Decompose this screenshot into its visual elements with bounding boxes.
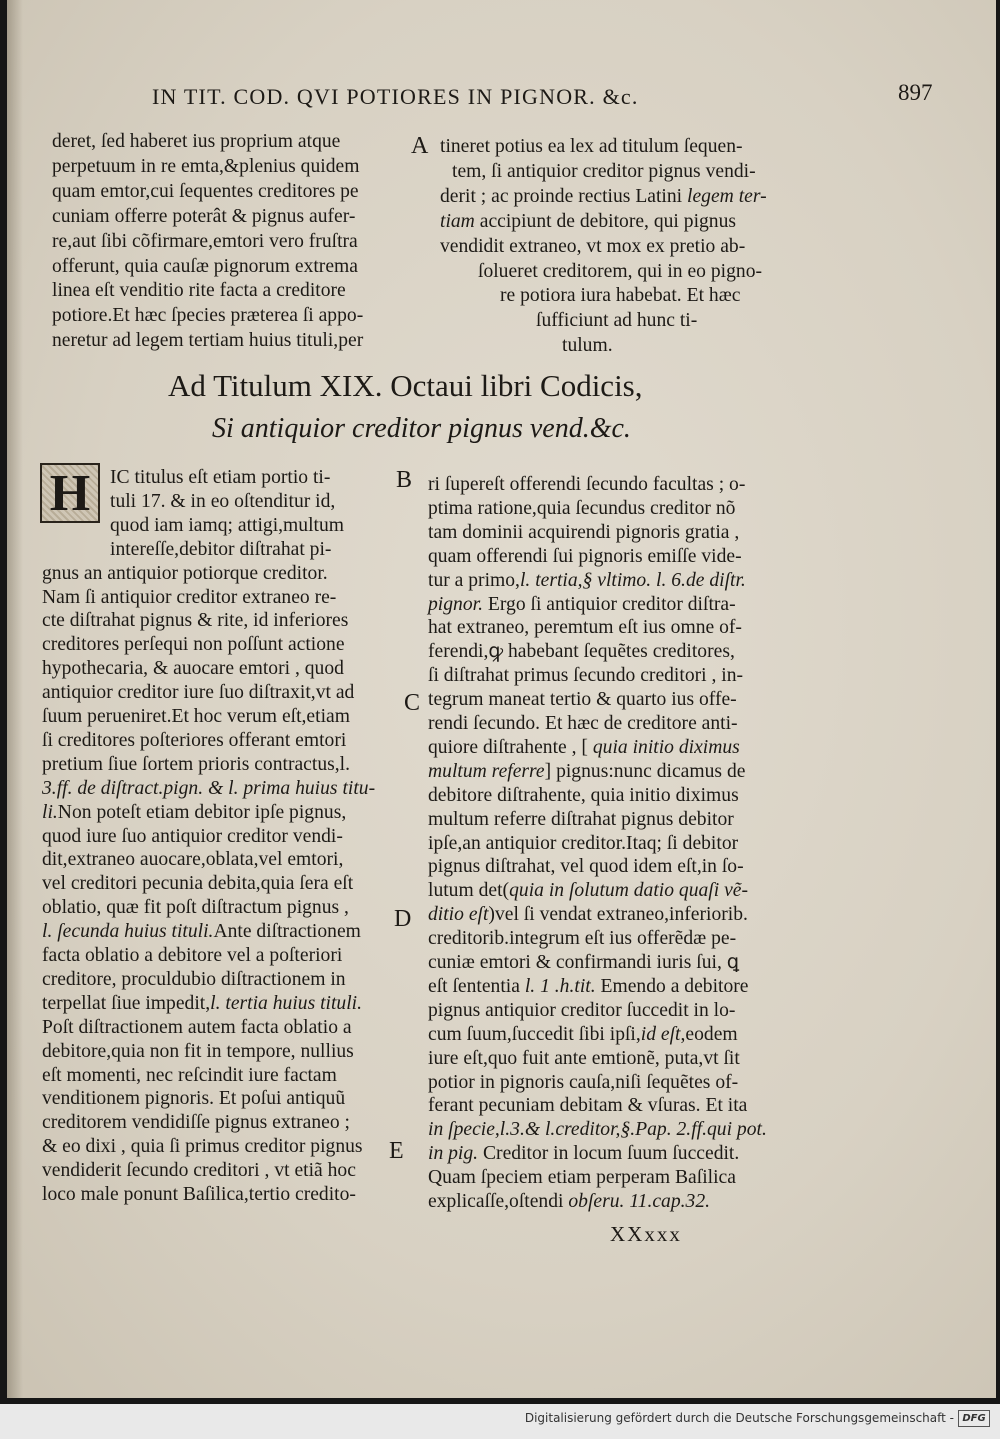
text-line: iure eſt,quo fuit ante emtionẽ, puta,vt ſit xyxy=(428,1047,740,1069)
text-line: perpetuum in re emta,&plenius quidem xyxy=(52,155,360,177)
text-line: derit ; ac proinde rectius Latini legem ter- xyxy=(440,185,767,207)
text-line: ſufficiunt ad hunc ti- xyxy=(536,310,698,332)
text-line: tiam accipiunt de debitore, qui pignus xyxy=(440,210,737,232)
text-line: ſi creditores poſteriores offerant emtori xyxy=(42,729,347,751)
text-line: cum ſuum,ſuccedit ſibi ipſi,id eſt,eodem xyxy=(428,1023,738,1045)
signature-mark: XXxxx xyxy=(610,1222,682,1246)
text-line: creditore, proculdubio diſtractionem in xyxy=(42,968,346,990)
text-line: multum referre] pignus:nunc dicamus de xyxy=(428,760,746,782)
text-line: hat extraneo, peremtum eſt ius omne of- xyxy=(428,617,742,639)
text-line: ferant pecuniam debitam & vſuras. Et ita xyxy=(428,1095,748,1117)
margin-letter-b: B xyxy=(396,467,413,493)
text-line: ferendi,ꝙ habebant ſequẽtes creditores, xyxy=(428,641,735,663)
text-line: tur a primo,l. tertia,§ vltimo. l. 6.de diſtr. xyxy=(428,569,746,591)
text-line: potiore.Et hæc ſpecies præterea ſi appo- xyxy=(52,305,364,327)
text-line: creditores perſequi non poſſunt actione xyxy=(42,634,345,656)
text-line: cuniam offerre poterât & pignus aufer- xyxy=(52,205,356,227)
text-line: vendiderit ſecundo creditori , vt etiã hoc xyxy=(42,1160,356,1182)
text-line: tam dominii acquirendi pignoris gratia , xyxy=(428,521,740,543)
text-line: quiore diſtrahente , [ quia initio diximus xyxy=(428,736,740,758)
text-line: Poſt diſtractionem autem facta oblatio a xyxy=(42,1016,352,1038)
text-line: Nam ſi antiquior creditor extraneo re- xyxy=(42,586,337,608)
text-line: tem, ſi antiquior creditor pignus vendi- xyxy=(452,160,756,182)
text-line: ri ſupereſt offerendi ſecundo facultas ; o- xyxy=(428,474,746,495)
text-line: debitore diſtrahente, quia initio diximus xyxy=(428,784,739,806)
text-line: re potiora iura habebat. Et hæc xyxy=(500,285,741,307)
text-line: creditorem vendidiſſe pignus extraneo ; xyxy=(42,1112,350,1134)
text-line: multum referre diſtrahat pignus debitor xyxy=(428,808,734,830)
text-line: terpellat ſiue impedit,l. tertia huius tituli. xyxy=(42,992,363,1014)
text-line: l. ſecunda huius tituli.Ante diſtractionem xyxy=(42,921,361,943)
text-line: quam emtor,cui ſequentes creditores pe xyxy=(52,180,359,202)
section-title: Ad Titulum XIX. Octaui libri Codicis, xyxy=(168,368,643,403)
text-line: offerunt, quia cauſæ pignorum extrema xyxy=(52,255,358,277)
gutter-shadow xyxy=(7,0,23,1398)
text-line: tegrum maneat tertio & quarto ius offe- xyxy=(428,689,737,711)
margin-letter-c: C xyxy=(404,690,421,716)
text-line: ptima ratione,quia ſecundus creditor nõ xyxy=(428,497,736,519)
text-line: facta oblatio a debitore vel a poſteriori xyxy=(42,945,343,966)
text-line: cuniæ emtori & confirmandi iuris ſui, ꝗ xyxy=(428,952,740,973)
text-line: antiquior creditor iure ſuo diſtraxit,vt ad xyxy=(42,682,355,704)
drop-cap-letter: H xyxy=(49,464,91,522)
text-line: in pig. Creditor in locum ſuum ſuccedit. xyxy=(428,1143,740,1165)
text-line: tineret potius ea lex ad titulum ſequen- xyxy=(440,136,743,157)
text-line: deret, ſed haberet ius proprium atque xyxy=(52,131,341,152)
text-line: pignor. Ergo ſi antiquior creditor diſtra- xyxy=(428,593,736,615)
margin-letter-d: D xyxy=(394,906,412,932)
footer-credit: Digitalisierung gefördert durch die Deutsche Forschungsgemeinschaft - xyxy=(524,1411,954,1425)
text-line: cte diſtrahat pignus & rite, id inferiores xyxy=(42,610,349,632)
text-line: ipſe,an antiquior creditor.Itaq; ſi debitor xyxy=(428,832,739,854)
margin-letter-a: A xyxy=(411,133,429,159)
dfg-logo: DFG xyxy=(958,1410,990,1427)
text-line: debitore,quia non fit in tempore, nullius xyxy=(42,1040,354,1062)
text-line: quod iure ſuo antiquior creditor vendi- xyxy=(42,825,343,847)
running-head: IN TIT. COD. QVI POTIORES IN PIGNOR. &c. xyxy=(152,84,639,109)
text-line: IC titulus eſt etiam portio ti- xyxy=(110,467,331,488)
text-line: ditio eſt)vel ſi vendat extraneo,inferiorib. xyxy=(428,904,748,926)
margin-letter-e: E xyxy=(389,1138,404,1164)
text-line: 3.ff. de diſtract.pign. & l. prima huius titu- xyxy=(42,777,376,799)
text-line: eſt momenti, nec reſcindit iure factam xyxy=(42,1064,337,1086)
text-line: & eo dixi , quia ſi primus creditor pignus xyxy=(42,1136,363,1158)
text-line: Quam ſpeciem etiam perperam Baſilica xyxy=(428,1167,736,1189)
text-line: loco male ponunt Baſilica,tertio credito- xyxy=(42,1184,356,1205)
text-line: ſi diſtrahat primus ſecundo creditori , in- xyxy=(428,665,744,687)
text-line: gnus an antiquior potiorque creditor. xyxy=(42,562,328,584)
text-line: li.Non poteſt etiam debitor ipſe pignus, xyxy=(42,801,347,823)
text-line: linea eſt venditio rite facta a creditore xyxy=(52,280,346,302)
text-line: neretur ad legem tertiam huius tituli,per xyxy=(52,330,364,352)
text-line: ſuum perueniret.Et hoc verum eſt,etiam xyxy=(42,706,350,727)
text-line: intereſſe,debitor diſtrahat pi- xyxy=(110,538,332,560)
text-line: re,aut ſibi cõfirmare,emtori vero fruſtra xyxy=(52,230,358,252)
text-line: hypothecaria, & auocare emtori , quod xyxy=(42,658,344,680)
text-line: dit,extraneo auocare,oblata,vel emtori, xyxy=(42,849,344,871)
text-line: vendidit extraneo, vt mox ex pretio ab- xyxy=(440,235,746,257)
text-line: tuli 17. & in eo oſtenditur id, xyxy=(110,490,336,512)
text-line: ſolueret creditorem, qui in eo pigno- xyxy=(478,260,763,282)
text-line: quam offerendi ſui pignoris emiſſe vide- xyxy=(428,545,742,567)
text-line: quod iam iamq; attigi,multum xyxy=(110,514,345,536)
text-line: potior in pignoris cauſa,niſi ſequẽtes of- xyxy=(428,1071,739,1093)
text-line: venditionem pignoris. Et poſui antiquũ xyxy=(42,1088,346,1110)
text-line: pignus antiquior creditor ſuccedit in lo- xyxy=(428,999,736,1021)
page-number: 897 xyxy=(898,80,933,105)
text-line: tulum. xyxy=(562,335,613,357)
text-line: eſt ſententia l. 1 .h.tit. Emendo a debitore xyxy=(428,975,749,997)
drop-cap-ornament xyxy=(40,463,100,523)
text-line: rendi ſecundo. Et hæc de creditore anti- xyxy=(428,713,738,734)
text-line: oblatio, quæ fit poſt diſtractum pignus , xyxy=(42,897,349,919)
text-line: lutum det(quia in ſolutum datio quaſi vẽ- xyxy=(428,880,749,902)
text-line: pretium ſiue ſortem prioris contractus,l. xyxy=(42,753,350,775)
text-line: in ſpecie,l.3.& l.creditor,§.Pap. 2.ff.qui pot. xyxy=(428,1119,767,1141)
text-line: explicaſſe,oſtendi obſeru. 11.cap.32. xyxy=(428,1191,711,1212)
text-line: vel creditori pecunia debita,quia ſera eſt xyxy=(42,873,354,895)
section-subtitle: Si antiquior creditor pignus vend.&c. xyxy=(212,413,631,444)
text-line: pignus diſtrahat, vel quod idem eſt,in ſo- xyxy=(428,856,744,878)
text-line: creditorib.integrum eſt ius offerẽdæ pe- xyxy=(428,928,737,950)
